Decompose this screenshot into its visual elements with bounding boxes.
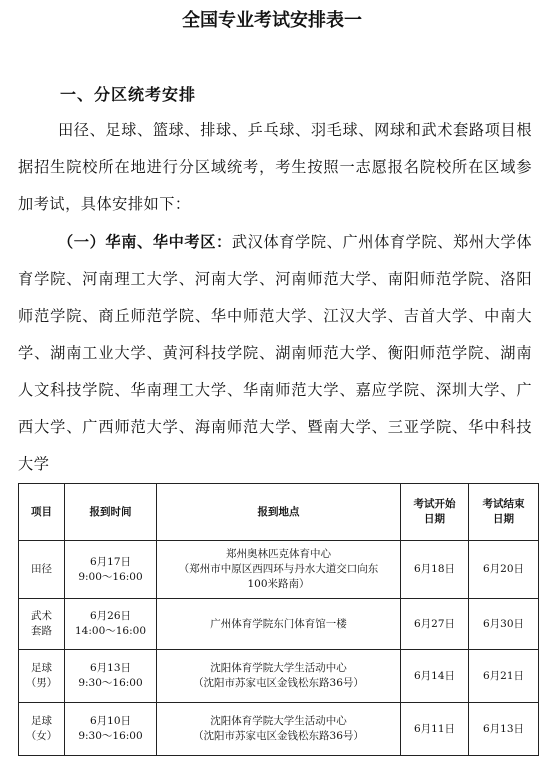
header-place: 报到地点 xyxy=(157,484,401,541)
place-name: 沈阳体育学院大学生活动中心 xyxy=(210,715,347,727)
header-end-line2: 日期 xyxy=(493,513,514,525)
table-row xyxy=(19,650,539,703)
cell-time xyxy=(65,599,157,650)
cell-place xyxy=(157,541,401,599)
place-name: 广州体育学院东门体育馆一楼 xyxy=(210,617,347,630)
table-row xyxy=(19,541,539,599)
region-label: （一）华南、华中考区： xyxy=(58,233,232,251)
cell-start-date: 6月11日 xyxy=(401,703,469,756)
header-start-date xyxy=(401,484,469,541)
time-hours: 9:30～16:00 xyxy=(78,730,143,742)
header-time: 报到时间 xyxy=(65,484,157,541)
cell-item xyxy=(19,599,65,650)
cell-item xyxy=(19,703,65,756)
document-title: 全国专业考试安排表一 xyxy=(182,10,362,31)
time-hours: 9:00～16:00 xyxy=(78,570,143,583)
time-date: 6月13日 xyxy=(89,662,132,674)
cell-time xyxy=(65,650,157,703)
time-hours: 14:00～16:00 xyxy=(74,625,147,637)
cell-place xyxy=(157,703,401,756)
item-line2: （女） xyxy=(25,730,58,742)
item-line1: 足球 xyxy=(31,715,52,727)
cell-end-date: 6月30日 xyxy=(469,599,539,650)
place-address: （沈阳市苏家屯区金钱松东路36号） xyxy=(193,730,364,742)
header-item: 项目 xyxy=(19,484,65,541)
header-end-line1: 考试结束 xyxy=(482,498,525,510)
cell-item xyxy=(19,650,65,703)
cell-end-date: 6月21日 xyxy=(469,650,539,703)
cell-start-date: 6月14日 xyxy=(401,650,469,703)
region-paragraph xyxy=(18,224,532,483)
item-line2: （男） xyxy=(25,677,58,689)
cell-place xyxy=(157,599,401,650)
cell-end-date: 6月20日 xyxy=(469,541,539,599)
item-line2: 套路 xyxy=(31,625,52,637)
schedule-table xyxy=(18,483,539,756)
time-date: 6月17日 xyxy=(89,555,132,568)
cell-start-date: 6月18日 xyxy=(401,541,469,599)
table-row xyxy=(19,703,539,756)
item-line1: 田径 xyxy=(31,563,52,575)
table-row xyxy=(19,599,539,650)
cell-time xyxy=(65,541,157,599)
cell-end-date: 6月13日 xyxy=(469,703,539,756)
place-address-cont: 100米路南） xyxy=(247,578,310,590)
time-date: 6月10日 xyxy=(89,715,132,727)
place-name: 沈阳体育学院大学生活动中心 xyxy=(210,662,347,674)
cell-time xyxy=(65,703,157,756)
header-start-line1: 考试开始 xyxy=(413,498,456,510)
intro-paragraph: 田径、足球、篮球、排球、乒乓球、羽毛球、网球和武术套路项目根据招生院校所在地进行分区域统考，考生按照一志愿报名院校所在区域参加考试，具体安排如下： xyxy=(18,121,532,213)
item-line1: 足球 xyxy=(31,662,52,674)
time-date: 6月26日 xyxy=(89,610,132,622)
section-heading: 一、分区统考安排 xyxy=(60,85,197,104)
item-line1: 武术 xyxy=(31,610,52,622)
header-start-line2: 日期 xyxy=(424,513,445,525)
place-name: 郑州奥林匹克体育中心 xyxy=(226,548,331,560)
time-hours: 9:30～16:00 xyxy=(78,677,143,689)
place-address: （沈阳市苏家屯区金钱松东路36号） xyxy=(193,677,364,689)
cell-start-date: 6月27日 xyxy=(401,599,469,650)
table-header-row xyxy=(19,484,539,541)
cell-item xyxy=(19,541,65,599)
place-address: （郑州市中原区西四环与丹水大道交口向东 xyxy=(178,563,379,575)
header-end-date xyxy=(469,484,539,541)
region-schools: 武汉体育学院、广州体育学院、郑州大学体育学院、河南理工大学、河南大学、河南师范大学、南阳师范学院、洛阳师范学院、商丘师范学院、华中师范大学、江汉大学、吉首大学、中南大学、湖南工业大学、黄河科技学院、湖南师范大学、衡阳师范学院、湖南人文科技学院、华南理工大学、华南师范大学、嘉应学院、深圳大学、广西大学、广西师范大学、海南师范大学、暨南大学、三亚学院、华中科技大学 xyxy=(18,233,533,473)
cell-place xyxy=(157,650,401,703)
